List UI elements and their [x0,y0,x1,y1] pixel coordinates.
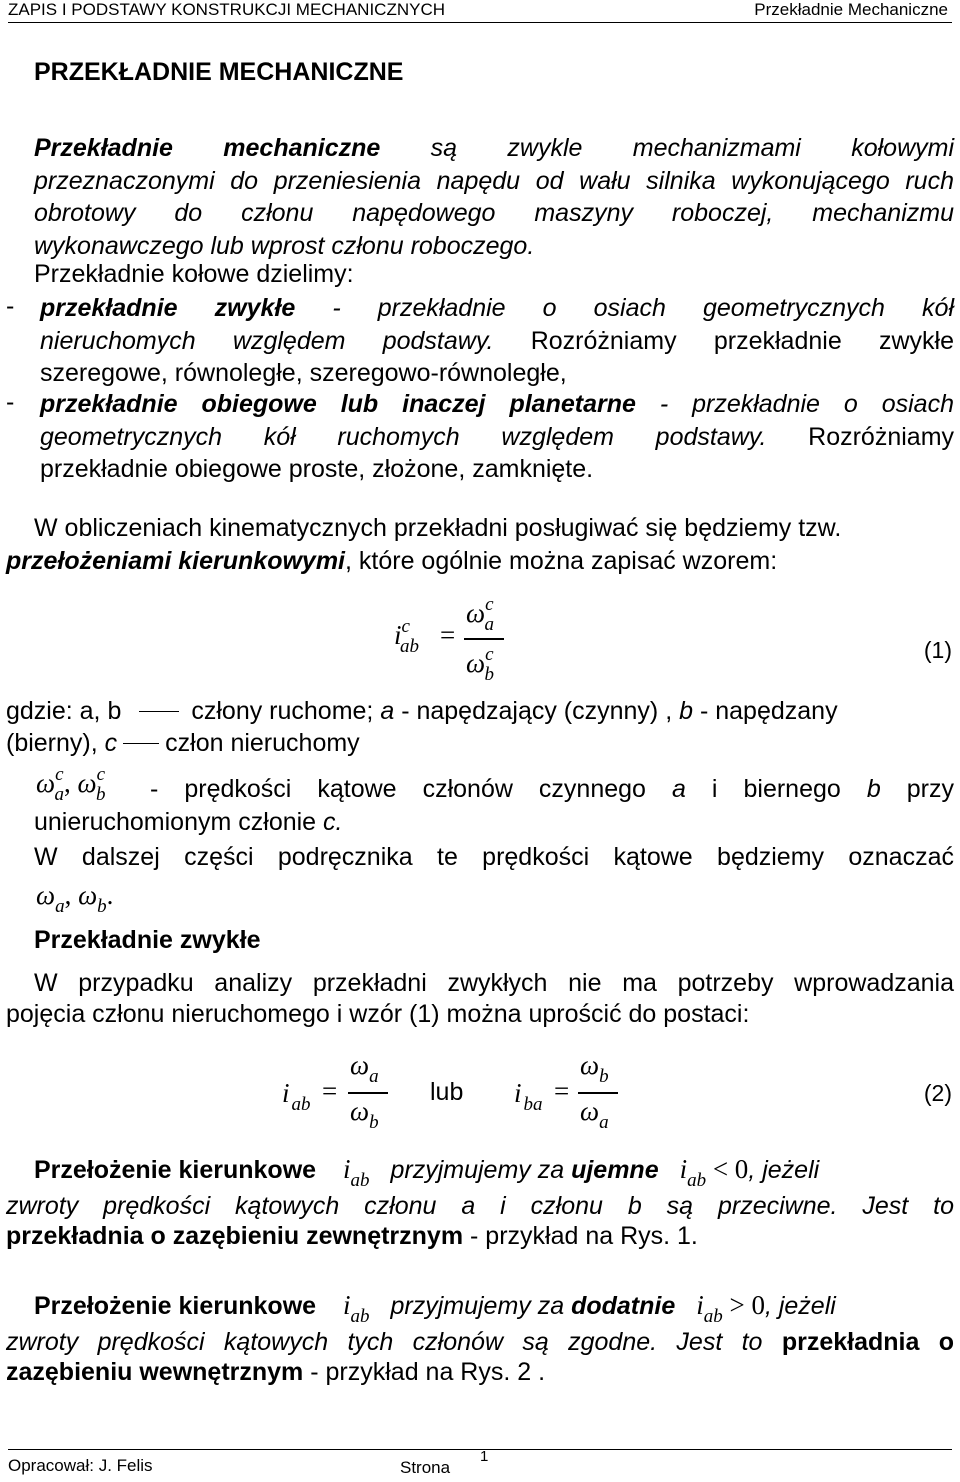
eq1-equals: = [440,620,456,650]
page-title: PRZEKŁADNIE MECHANICZNE [34,58,404,86]
eq2-equals-2: = [554,1076,570,1106]
section-line-1: W przypadku analizy przekładni zwykłych nie ma potrzeby wprowadzania [34,969,954,997]
intro-line-4: wykonawczego lub wprost członu roboczego. [34,231,535,260]
item1-line-3: szeregowe, równoległe, szeregowo-równoległe, [40,359,567,387]
eq2-equals-1: = [322,1076,338,1106]
eq2-num-1: $\omega_a$ [350,1050,379,1087]
neg-line-2: zwroty prędkości kątowych członu a i członu b są przeciwne. Jest to [6,1192,954,1220]
where-line-4: unieruchomionym członie c. [34,808,343,836]
item1-paragraph [40,292,954,390]
eq2-lhs-2: i $_{ba}$ [514,1078,543,1115]
item2-line-2-rest: Rozróżniamy [808,422,955,451]
item1-line-1: - przekładnie o osiach geometrycznych kół [332,294,954,322]
eq2-den-2: $\omega_a$ [580,1096,609,1133]
footer-strona: Strona [400,1458,451,1477]
footer-page-number: 1 [480,1448,489,1465]
item2-dash: - [6,388,15,416]
eq1-number: (1) [923,637,952,663]
item1-line-2-rest: Rozróżniamy przekładnie zwykłe [530,326,955,355]
eq2-bar-2 [578,1092,618,1094]
pos-line-1: Przełożenie kierunkowe $i_{ab}$ przyjmujemy za dodatnie $i_{ab} > 0$, jeżeli [34,1290,836,1327]
intro-lead: Przekładnie mechaniczne [34,134,381,162]
where-line-5: W dalszej części podręcznika te prędkości kątowe będziemy oznaczać [34,843,954,871]
section-line-2: pojęcia członu nieruchomego i wzór (1) można uprościć do postaci: [6,1000,750,1028]
eq2-num-2: $\omega_b$ [580,1050,609,1087]
header-right: Przekładnie Mechaniczne [754,0,948,19]
neg-line-1: Przełożenie kierunkowe $i_{ab}$ przyjmujemy za ujemne $i_{ab} < 0$, jeżeli [34,1154,820,1191]
calc-term: przełożeniami kierunkowymi [6,547,345,575]
item1-line-2-italic: nieruchomych względem podstawy. [40,326,494,355]
neg-line-3: przekładnia o zazębieniu zewnętrznym - przykład na Rys. 1. [6,1222,698,1250]
eq1-lhs: $i^c_{ab}$ [394,616,419,657]
eq2-lub: lub [430,1078,464,1106]
item2-paragraph [40,388,954,486]
intro-paragraph [34,132,954,262]
where-line-3: - prędkości kątowe członów czynnego a i biernego b przy [150,775,955,803]
footer-author: Opracował: J. Felis [8,1456,153,1475]
omega-a-b: $\omega_a$, $\omega_b$. [36,880,114,917]
omega-ac-bc: $\omega^c_a$, $\omega^c_b$ [36,764,106,805]
calc-line-1: W obliczeniach kinematycznych przekładni posługiwać się będziemy tzw. [34,514,842,542]
header-left: ZAPIS I PODSTAWY KONSTRUKCJI MECHANICZNYCH [8,0,446,19]
item2-line-1: - przekładnie o osiach [659,390,954,418]
item2-bold: przekładnie obiegowe lub inaczej planetarne [40,390,636,418]
section-heading: Przekładnie zwykłe [34,926,261,954]
calc-line-2 [6,547,777,576]
intro-line-3: obrotowy do członu napędowego maszyny roboczej, mechanizmu [34,199,954,227]
eq1-denominator: $\omega^c_b$ [466,644,495,685]
item1-dash: - [6,292,15,320]
pos-line-3: zazębieniu wewnętrznym - przykład na Rys. 2 . [6,1358,546,1386]
item1-bold: przekładnie zwykłe [40,294,296,322]
pos-line-2: zwroty prędkości kątowych tych członów są zgodne. Jest to przekładnia o [6,1328,954,1356]
page-footer [8,1449,952,1480]
item2-line-2-italic: geometrycznych kół ruchomych względem podstawy. [40,422,767,451]
page-header [8,0,952,23]
item2-line-3: przekładnie obiegowe proste, złożone, zamknięte. [40,455,594,483]
eq2-bar-1 [348,1092,388,1094]
eq2-den-1: $\omega_b$ [350,1096,379,1133]
where-line-1: gdzie: a, b człony ruchome; a - napędzający (czynny) , b - napędzany [6,697,838,725]
intro-line-1: są zwykle mechanizmami kołowymi [430,134,954,162]
where-line-2: (bierny), c człon nieruchomy [6,729,360,757]
eq1-fraction-bar [464,638,504,640]
eq2-number: (2) [923,1080,952,1106]
calc-rest: , które ogólnie można zapisać wzorem: [345,547,778,575]
eq1-numerator: $\omega^c_a$ [466,594,495,635]
eq2-lhs-1: i $_{ab}$ [282,1078,311,1115]
division-intro: Przekładnie kołowe dzielimy: [34,260,354,288]
intro-line-2: przeznaczonymi do przeniesienia napędu od wału silnika wykonującego ruch [34,166,954,195]
